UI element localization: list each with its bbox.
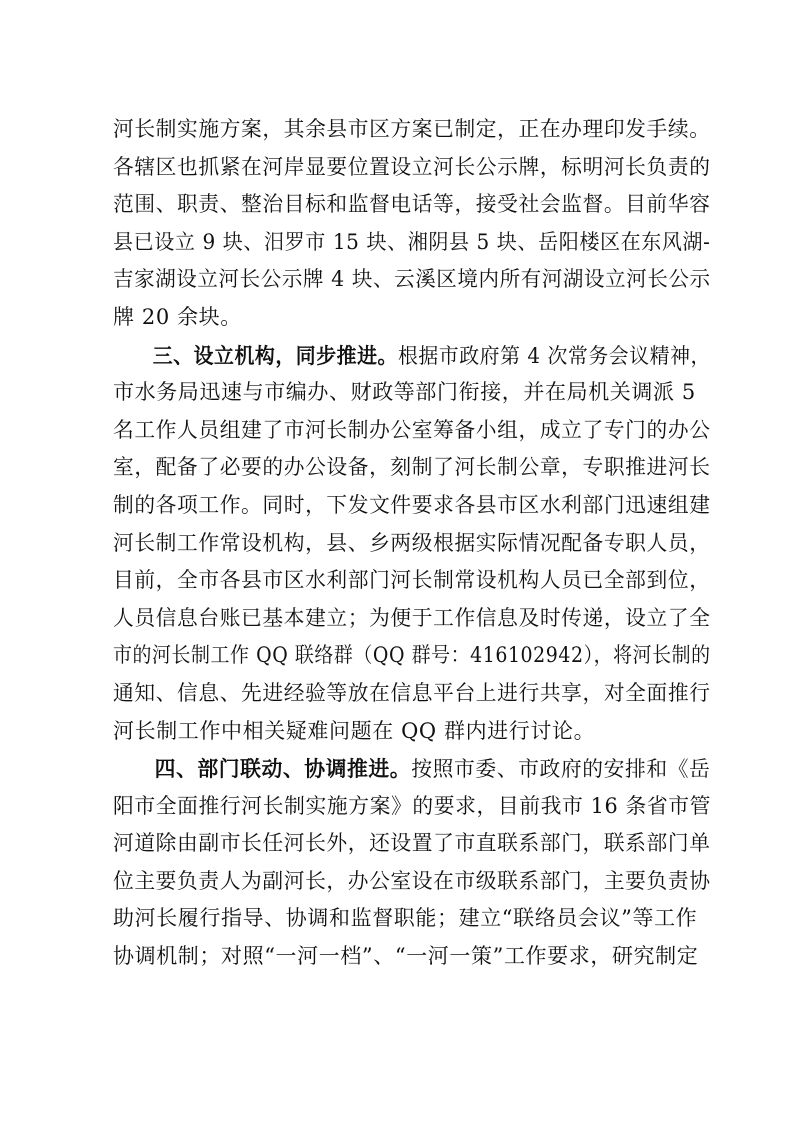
body-line: 市水务局迅速与市编办、财政等部门衔接，并在局机关调派 5 xyxy=(113,380,696,405)
body-line: 范围、职责、整治目标和监督电话等，接受社会监督。目前华容 xyxy=(113,192,711,217)
body-line: 阳市全面推行河长制实施方案》的要求，目前我市 16 条省市管 xyxy=(113,793,712,818)
body-line: 室，配备了必要的办公设备，刻制了河长制公章，专职推进河长 xyxy=(113,455,711,480)
body-line: 通知、信息、先进经验等放在信息平台上进行共享，对全面推行 xyxy=(113,680,711,705)
body-line: 县已设立 9 块、汨罗市 15 块、湘阴县 5 块、岳阳楼区在东风湖- xyxy=(113,229,711,254)
body-line: 牌 20 余块。 xyxy=(113,304,242,329)
body-text: 按照市委、市政府的安排和《岳 xyxy=(411,757,711,782)
section-heading: 三、设立机构，同步推进。 xyxy=(152,342,398,368)
body-line: 名工作人员组建了市河长制办公室筹备小组，成立了专门的办公 xyxy=(113,417,711,442)
body-text: 根据市政府第 4 次常务会议精神， xyxy=(397,343,711,368)
body-line: 市的河长制工作 QQ 联络群（QQ 群号：416102942），将河长制的 xyxy=(113,643,711,668)
paragraph-first-line xyxy=(113,337,711,375)
body-line: 各辖区也抓紧在河岸显要位置设立河长公示牌，标明河长负责的 xyxy=(113,154,711,179)
body-line: 河长制工作常设机构，县、乡两级根据实际情况配备专职人员， xyxy=(113,530,711,555)
body-line: 助河长履行指导、协调和监督职能；建立“联络员会议”等工作 xyxy=(113,906,698,931)
body-line: 目前，全市各县市区水利部门河长制常设机构人员已全部到位， xyxy=(113,568,711,593)
body-line: 制的各项工作。同时，下发文件要求各县市区水利部门迅速组建 xyxy=(113,492,711,517)
body-line: 河长制实施方案，其余县市区方案已制定，正在办理印发手续。 xyxy=(113,117,711,141)
body-line: 吉家湖设立河长公示牌 4 块、云溪区境内所有河湖设立河长公示 xyxy=(113,267,711,292)
document-body xyxy=(113,111,711,976)
body-line: 河道除由副市长任河长外，还设置了市直联系部门，联系部门单 xyxy=(113,831,711,856)
paragraph-first-line xyxy=(113,750,711,788)
body-line: 人员信息台账已基本建立；为便于工作信息及时传递，设立了全 xyxy=(113,605,711,630)
body-line: 位主要负责人为副河长，办公室设在市级联系部门，主要负责协 xyxy=(113,868,711,893)
body-line: 河长制工作中相关疑难问题在 QQ 群内进行讨论。 xyxy=(113,718,596,743)
section-heading: 四、部门联动、协调推进。 xyxy=(154,756,412,782)
body-line: 协调机制；对照“一河一档”、“一河一策”工作要求，研究制定 xyxy=(113,944,699,969)
